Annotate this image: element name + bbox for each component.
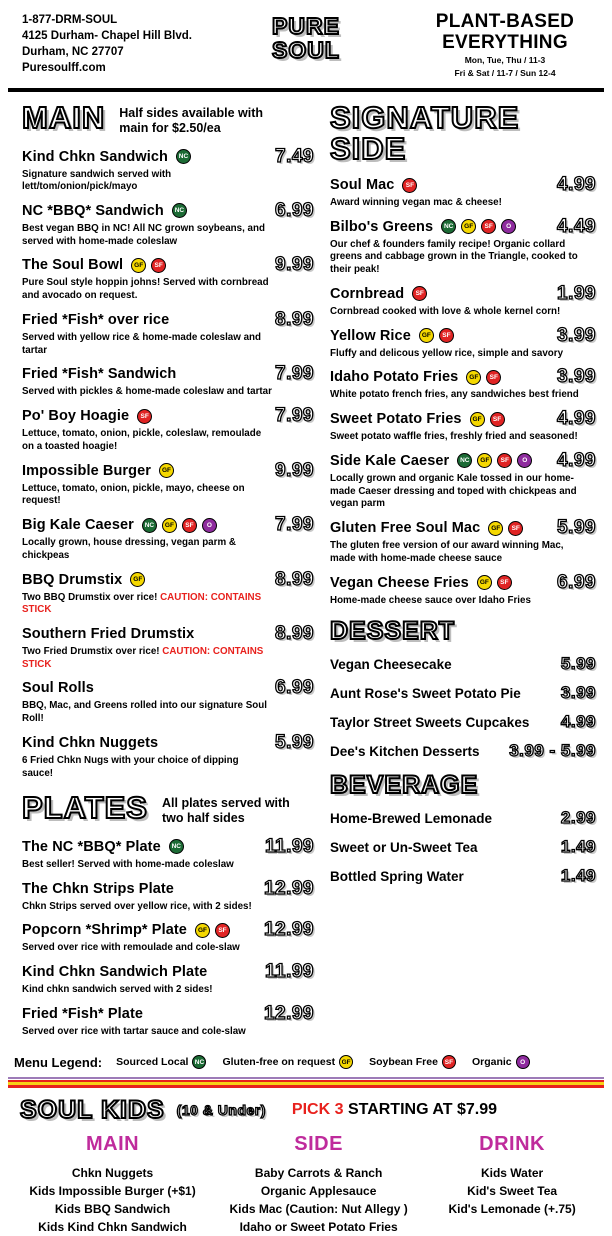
menu-item-header — [22, 309, 314, 331]
menu-item-header — [22, 363, 314, 385]
badge-gf-icon: GF — [162, 518, 177, 533]
menu-item-header — [22, 254, 314, 276]
menu-item-header — [22, 919, 314, 941]
item-badges — [402, 178, 417, 193]
kids-pick-offer — [292, 1101, 497, 1119]
menu-item — [22, 878, 314, 914]
item-name: NC *BBQ* Sandwich — [22, 202, 164, 219]
badge-nc-icon: NC — [176, 149, 191, 164]
item-price: 6.99 — [275, 677, 314, 699]
badge-gf-icon: GF — [477, 575, 492, 590]
menu-item-header — [330, 408, 596, 430]
phone-number: 1-877-DRM-SOUL — [22, 14, 118, 26]
badge-sf-icon: SF — [508, 521, 523, 536]
badge-gf-icon: GF — [159, 463, 174, 478]
item-name: Bilbo's Greens — [330, 218, 434, 235]
item-price: 1.49 — [560, 866, 596, 886]
item-badges — [470, 412, 505, 427]
badge-gf-icon: GF — [130, 572, 145, 587]
menu-item — [22, 961, 314, 997]
kids-menu-item: Baby Carrots & Ranch — [254, 1165, 383, 1180]
menu-item — [22, 460, 314, 508]
menu-item-header — [22, 836, 314, 858]
menu-item — [22, 623, 314, 671]
dessert-items-list — [330, 654, 596, 761]
item-name: Taylor Street Sweets Cupcakes — [330, 714, 530, 730]
kids-menu-item: Kids Impossible Burger (+$1) — [29, 1183, 196, 1198]
menu-item-header — [22, 405, 314, 427]
menu-item — [22, 919, 314, 955]
item-description: Two Fried Drumstix over rice! CAUTION: CONTAINS STICK — [22, 645, 264, 670]
badge-o-icon: O — [516, 1055, 530, 1069]
item-name: Sweet or Un-Sweet Tea — [330, 839, 478, 855]
item-description: Served with yellow rice & home-made coleslaw and tartar — [22, 331, 262, 356]
menu-item — [330, 408, 596, 444]
badge-sf-icon: SF — [486, 370, 501, 385]
address-line1: 4125 Durham- Chapel Hill Blvd. — [22, 30, 192, 43]
badge-sf-icon: SF — [497, 453, 512, 468]
menu-item — [330, 325, 596, 361]
item-description: Served over rice with tartar sauce and cole-slaw — [22, 1025, 246, 1037]
menu-item — [330, 216, 596, 277]
kids-menu-item: Kids BBQ Sandwich — [54, 1201, 171, 1216]
item-price: 9.99 — [275, 254, 314, 276]
menu-item — [330, 866, 596, 886]
item-description: Lettuce, tomato, onion, pickle, mayo, cheese on request! — [22, 482, 245, 507]
item-price: 3.99 - 5.99 — [509, 741, 596, 761]
kids-age-note: (10 & Under) — [176, 1102, 266, 1119]
item-badges — [137, 409, 152, 424]
kids-menu-item: Kids Water — [480, 1165, 544, 1180]
item-price: 1.99 — [557, 282, 596, 304]
plates-items-list — [22, 836, 314, 1039]
item-description: Best seller! Served with home-made coleslaw — [22, 858, 234, 870]
item-badges — [195, 923, 230, 938]
badge-gf-icon: GF — [477, 453, 492, 468]
item-badges — [466, 370, 501, 385]
item-name: Kind Chkn Nuggets — [22, 734, 159, 751]
kids-column-heading: SIDE — [294, 1132, 343, 1155]
contact-block — [22, 12, 192, 84]
menu-item — [330, 572, 596, 608]
item-price: 8.99 — [275, 568, 314, 590]
item-name: Vegan Cheese Fries — [330, 574, 469, 591]
item-badges — [169, 839, 184, 854]
item-name: Fried *Fish* over rice — [22, 311, 170, 328]
item-price: 3.99 — [557, 366, 596, 388]
menu-item — [22, 146, 314, 194]
item-description: 6 Fried Chkn Nugs with your choice of dipping sauce! — [22, 754, 239, 779]
menu-item-header — [22, 569, 314, 591]
menu-item — [22, 836, 314, 872]
menu-item-header — [330, 517, 596, 539]
main-items-list — [22, 146, 314, 781]
badge-o-icon: O — [202, 518, 217, 533]
item-price: 7.49 — [275, 145, 314, 167]
item-description: Two BBQ Drumstix over rice! CAUTION: CONTAINS STICK — [22, 591, 262, 616]
legend-entry — [222, 1055, 353, 1069]
item-name: Yellow Rice — [330, 327, 411, 344]
item-description: BBQ, Mac, and Greens rolled into our signature Soul Roll! — [22, 700, 267, 725]
badge-sf-icon: SF — [412, 286, 427, 301]
kids-menu-item: Chkn Nuggets — [71, 1165, 154, 1180]
menu-item-header — [330, 283, 596, 305]
badge-sf-icon: SF — [497, 575, 512, 590]
tagline-line2: EVERYTHING — [442, 31, 568, 53]
legend-entry-text: Organic — [471, 1056, 512, 1069]
section-plates — [22, 792, 314, 1038]
kids-menu-item: Idaho or Sweet Potato Fries — [239, 1219, 398, 1234]
item-badges — [412, 286, 427, 301]
item-name: Big Kale Caeser — [22, 517, 134, 534]
badge-gf-icon: GF — [131, 258, 146, 273]
kids-starting-text: STARTING AT $7.99 — [347, 1101, 497, 1119]
item-price: 11.99 — [265, 961, 314, 983]
item-description: Home-made cheese sauce over Idaho Fries — [330, 594, 531, 606]
item-name: Dee's Kitchen Desserts — [330, 743, 480, 759]
legend-label: Menu Legend: — [14, 1054, 103, 1070]
item-name: Popcorn *Shrimp* Plate — [22, 922, 187, 939]
item-name: Sweet Potato Fries — [330, 411, 462, 428]
logo-line1: PURE — [272, 13, 340, 39]
menu-item — [22, 309, 314, 357]
dessert-section-title: DESSERT — [330, 617, 456, 646]
kids-column-heading: DRINK — [479, 1132, 545, 1155]
menu-item-header — [22, 514, 314, 536]
item-name: Impossible Burger — [22, 462, 152, 479]
menu-columns — [0, 92, 612, 1051]
item-description: Served with pickles & home-made coleslaw and tartar — [22, 386, 272, 398]
item-name: Fried *Fish* Plate — [22, 1005, 144, 1022]
menu-item — [330, 808, 596, 828]
item-price: 12.99 — [263, 919, 314, 941]
item-description: Sweet potato waffle fries, freshly fried and seasoned! — [330, 431, 578, 443]
menu-item-header — [22, 677, 314, 699]
item-name: The NC *BBQ* Plate — [22, 838, 161, 855]
badge-nc-icon: NC — [172, 203, 187, 218]
menu-item — [22, 1003, 314, 1039]
website-url: Puresoulff.com — [22, 62, 106, 75]
badge-sf-icon: SF — [481, 219, 496, 234]
badge-sf-icon: SF — [490, 412, 505, 427]
item-price: 3.99 — [560, 683, 596, 703]
badge-sf-icon: SF — [439, 328, 454, 343]
item-description: Locally grown and organic Kale tossed in our home-made Caeser dressing and toped with chickpeas and vegan parm — [330, 472, 577, 510]
caution-warning: CAUTION: CONTAINS STICK — [22, 591, 262, 616]
item-description: Locally grown, house dressing, vegan parm & chickpeas — [22, 537, 236, 561]
item-name: Idaho Potato Fries — [330, 369, 459, 386]
badge-o-icon: O — [501, 219, 516, 234]
item-price: 1.49 — [560, 837, 596, 857]
header — [0, 0, 612, 84]
item-price: 2.99 — [560, 808, 596, 828]
kids-column-side — [205, 1133, 432, 1236]
item-badges — [142, 518, 217, 533]
item-description: Best vegan BBQ in NC! All NC grown soybeans, and served with home-made coleslaw — [22, 222, 265, 247]
menu-item-header — [22, 1003, 314, 1025]
logo-line2: SOUL — [272, 37, 340, 64]
item-name: Aunt Rose's Sweet Potato Pie — [330, 685, 521, 701]
item-badges — [131, 258, 166, 273]
legend-entry-text: Soybean Free — [369, 1056, 438, 1069]
item-description: Pure Soul style hoppin johns! Served with cornbread and avocado on request. — [22, 277, 269, 302]
item-price: 4.99 — [557, 449, 596, 471]
item-price: 11.99 — [265, 835, 314, 857]
item-name: Po' Boy Hoagie — [22, 408, 130, 425]
item-description: Kind chkn sandwich served with 2 sides! — [22, 984, 213, 996]
section-main — [22, 102, 314, 780]
legend-entry — [116, 1055, 206, 1069]
item-name: The Soul Bowl — [22, 257, 124, 274]
kids-menu-item: Kids Kind Chkn Sandwich — [38, 1219, 187, 1234]
badge-sf-icon: SF — [151, 258, 166, 273]
rainbow-stripe — [8, 1077, 604, 1088]
menu-item-header — [330, 325, 596, 347]
menu-item — [330, 741, 596, 761]
badge-gf-icon: GF — [470, 412, 485, 427]
hours-line1: Mon, Tue, Thu / 11-3 — [464, 55, 546, 66]
item-description: Fluffy and delicous yellow rice, simple and savory — [330, 347, 564, 359]
item-badges — [419, 328, 454, 343]
signature-section-title: SIGNATURE SIDE — [330, 100, 520, 166]
beverage-section-title: BEVERAGE — [330, 771, 479, 800]
tagline-line1: PLANT-BASED — [435, 11, 575, 32]
section-signature-side — [330, 102, 596, 607]
badge-gf-icon: GF — [419, 328, 434, 343]
badge-sf-icon: SF — [442, 1055, 456, 1069]
item-description: Our chef & founders family recipe! Organic collard greens and cabbage grown in the Triangle, cooked to their peak! — [330, 238, 578, 276]
menu-item — [22, 732, 314, 780]
item-price: 4.99 — [557, 408, 596, 430]
item-price: 12.99 — [263, 877, 314, 899]
item-name: Soul Rolls — [22, 680, 94, 697]
menu-item-header — [22, 146, 314, 168]
item-name: Gluten Free Soul Mac — [330, 520, 481, 537]
item-price: 7.99 — [275, 514, 314, 536]
main-section-note: Half sides available with main for $2.50/ea — [119, 106, 264, 135]
item-badges — [172, 203, 187, 218]
item-description: Chkn Strips served over yellow rice, with 2 sides! — [22, 900, 252, 912]
item-badges — [477, 575, 512, 590]
item-price: 5.99 — [557, 517, 596, 539]
badge-gf-icon: GF — [466, 370, 481, 385]
menu-item — [22, 200, 314, 248]
item-description: Signature sandwich served with lett/tom/onion/pick/mayo — [22, 168, 172, 193]
pure-soul-logo — [272, 14, 340, 84]
kids-menu-item: Kid's Sweet Tea — [467, 1183, 558, 1198]
menu-item-header — [22, 961, 314, 983]
menu-item — [330, 450, 596, 511]
kids-pick3-text: PICK 3 — [291, 1101, 344, 1119]
menu-legend — [0, 1051, 612, 1070]
item-description: White potato french fries, any sandwiches best friend — [330, 389, 579, 401]
badge-o-icon: O — [517, 453, 532, 468]
item-name: Kind Chkn Sandwich — [22, 148, 168, 165]
menu-item — [330, 283, 596, 319]
main-section-title: MAIN — [22, 100, 106, 135]
tagline-block — [420, 12, 590, 84]
menu-item — [330, 837, 596, 857]
left-column — [22, 102, 314, 1051]
item-name: Fried *Fish* Sandwich — [22, 366, 177, 383]
item-description: The gluten free version of our award winning Mac, made with home-made cheese sauce — [330, 540, 564, 564]
legend-entry — [472, 1055, 530, 1069]
hours-line2: Fri & Sat / 11-7 / Sun 12-4 — [454, 68, 556, 79]
menu-item-header — [330, 450, 596, 472]
item-name: Bottled Spring Water — [330, 868, 464, 884]
item-name: Soul Mac — [330, 177, 395, 193]
item-price: 7.99 — [275, 405, 314, 427]
menu-item — [330, 683, 596, 703]
item-name: Southern Fried Drumstix — [22, 625, 195, 642]
item-name: Side Kale Caeser — [330, 452, 450, 469]
signature-items-list — [330, 174, 596, 607]
item-price: 5.99 — [560, 654, 596, 674]
legend-entry-text: Sourced Local — [116, 1056, 189, 1069]
item-price: 6.99 — [557, 571, 596, 593]
item-price: 5.99 — [275, 731, 314, 753]
menu-item — [22, 569, 314, 617]
legend-entries — [116, 1055, 530, 1069]
menu-item — [330, 517, 596, 565]
item-price: 6.99 — [275, 199, 314, 221]
menu-item — [330, 654, 596, 674]
item-price: 4.49 — [557, 215, 596, 237]
item-badges — [457, 453, 532, 468]
menu-item — [330, 712, 596, 732]
badge-nc-icon: NC — [192, 1055, 206, 1069]
badge-gf-icon: GF — [339, 1055, 353, 1069]
badge-gf-icon: GF — [461, 219, 476, 234]
badge-sf-icon: SF — [182, 518, 197, 533]
item-badges — [176, 149, 191, 164]
menu-item-header — [22, 623, 314, 645]
kids-menu-item: Kid's Lemonade (+.75) — [448, 1201, 576, 1216]
kids-columns — [20, 1133, 592, 1236]
menu-item-header — [22, 878, 314, 900]
soul-kids-section — [0, 1094, 612, 1236]
menu-item-header — [330, 366, 596, 388]
menu-item — [22, 254, 314, 302]
menu-item-header — [22, 732, 314, 754]
badge-gf-icon: GF — [488, 521, 503, 536]
kids-column-heading: MAIN — [85, 1132, 140, 1155]
item-badges — [130, 572, 145, 587]
item-price: 3.99 — [557, 324, 596, 346]
item-price: 8.99 — [275, 308, 314, 330]
item-price: 12.99 — [263, 1002, 314, 1024]
item-name: Vegan Cheesecake — [330, 656, 452, 672]
item-price: 8.99 — [275, 622, 314, 644]
item-badges — [488, 521, 523, 536]
kids-column-main — [20, 1133, 205, 1236]
item-price: 7.99 — [275, 363, 314, 385]
badge-sf-icon: SF — [137, 409, 152, 424]
legend-entry — [369, 1055, 456, 1069]
right-column — [330, 102, 596, 1051]
item-name: Kind Chkn Sandwich Plate — [22, 964, 208, 981]
item-description: Cornbread cooked with love & whole kernel corn! — [330, 305, 561, 317]
menu-item — [22, 677, 314, 725]
kids-column-drink — [432, 1133, 592, 1236]
item-name: The Chkn Strips Plate — [22, 880, 174, 897]
menu-item — [330, 366, 596, 402]
badge-sf-icon: SF — [215, 923, 230, 938]
item-badges — [159, 463, 174, 478]
item-name: Home-Brewed Lemonade — [330, 810, 493, 826]
menu-item-header — [22, 200, 314, 222]
legend-entry-text: Gluten-free on request — [222, 1056, 336, 1069]
menu-item-header — [330, 572, 596, 594]
item-price: 9.99 — [275, 459, 314, 481]
badge-nc-icon: NC — [142, 518, 157, 533]
item-name: Cornbread — [330, 285, 405, 302]
beverage-items-list — [330, 808, 596, 886]
badge-nc-icon: NC — [457, 453, 472, 468]
badge-nc-icon: NC — [441, 219, 456, 234]
section-beverage — [330, 773, 596, 886]
stripe-red-bottom — [8, 1085, 604, 1088]
menu-item — [22, 405, 314, 453]
kids-menu-item: Kids Mac (Caution: Nut Allegy ) — [229, 1201, 408, 1216]
plates-section-title: PLATES — [22, 790, 148, 826]
menu-item — [22, 514, 314, 562]
badge-sf-icon: SF — [402, 178, 417, 193]
menu-item-header — [330, 174, 596, 196]
badge-nc-icon: NC — [169, 839, 184, 854]
stripe-purple — [8, 1077, 604, 1079]
item-badges — [441, 219, 516, 234]
item-price: 4.99 — [560, 712, 596, 732]
kids-menu-item: Organic Applesauce — [260, 1183, 377, 1198]
kids-section-title: SOUL KIDS — [20, 1095, 165, 1124]
item-price: 4.99 — [557, 174, 596, 195]
item-description: Lettuce, tomato, onion, pickle, coleslaw, remoulade on a toasted hoagie! — [22, 428, 262, 452]
item-description: Served over rice with remoulade and cole-slaw — [22, 942, 240, 954]
menu-item — [22, 363, 314, 399]
item-description: Award winning vegan mac & cheese! — [330, 197, 502, 208]
address-line2: Durham, NC 27707 — [22, 46, 124, 59]
menu-item — [330, 174, 596, 210]
menu-item-header — [330, 216, 596, 238]
item-name: BBQ Drumstix — [22, 571, 123, 588]
caution-warning: CAUTION: CONTAINS STICK — [22, 645, 264, 670]
plates-section-note: All plates served with two half sides — [162, 796, 290, 826]
section-dessert — [330, 619, 596, 761]
menu-item-header — [22, 460, 314, 482]
badge-gf-icon: GF — [195, 923, 210, 938]
